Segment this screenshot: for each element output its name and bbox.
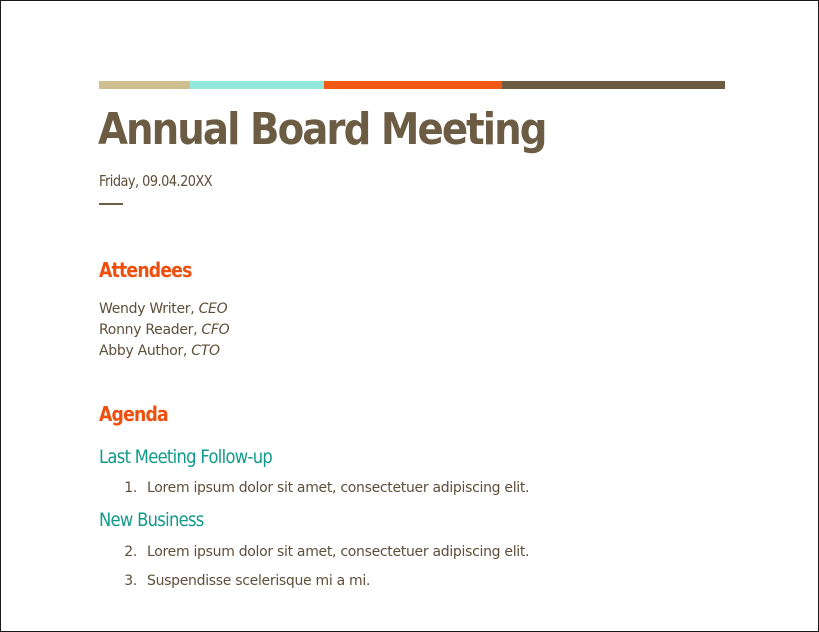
- short-divider: [99, 203, 123, 205]
- agenda-item-text: Suspendisse scelerisque mi a mi.: [147, 573, 371, 589]
- accent-bar-segment-brown: [502, 81, 725, 89]
- agenda-subheading-last-meeting: Last Meeting Follow-up: [99, 446, 273, 468]
- attendee-row: [99, 299, 725, 320]
- attendee-role: CEO: [198, 301, 228, 317]
- attendee-name: Abby Author,: [99, 343, 192, 359]
- color-accent-bar: [99, 81, 725, 89]
- agenda-subheading-new-business: New Business: [99, 509, 204, 531]
- attendee-row: [99, 341, 725, 362]
- attendee-name: Wendy Writer,: [99, 301, 199, 317]
- document-title: Annual Board Meeting: [98, 104, 546, 155]
- agenda-item-text: Lorem ipsum dolor sit amet, consectetuer adipiscing elit.: [147, 544, 530, 560]
- agenda-heading: Agenda: [99, 402, 168, 426]
- agenda-list: [99, 478, 725, 498]
- agenda-item-number: 1.: [124, 480, 137, 496]
- accent-bar-segment-tan: [99, 81, 190, 89]
- attendees-heading: Attendees: [99, 258, 192, 282]
- agenda-item-text: Lorem ipsum dolor sit amet, consectetuer adipiscing elit.: [147, 480, 530, 496]
- meeting-date: Friday, 09.04.20XX: [99, 172, 213, 190]
- agenda-item-number: 2.: [124, 544, 137, 560]
- agenda-item: [99, 542, 725, 562]
- agenda-item: [99, 571, 725, 591]
- attendee-list: [99, 299, 725, 362]
- attendee-role: CTO: [191, 343, 220, 359]
- agenda-item: [99, 478, 725, 498]
- agenda-item-number: 3.: [124, 573, 137, 589]
- accent-bar-segment-aqua: [190, 81, 324, 89]
- document-body: [99, 81, 725, 600]
- attendee-name: Ronny Reader,: [99, 322, 202, 338]
- attendee-role: CFO: [201, 322, 230, 338]
- agenda-list: [99, 542, 725, 591]
- accent-bar-segment-orange: [324, 81, 502, 89]
- attendee-row: [99, 320, 725, 341]
